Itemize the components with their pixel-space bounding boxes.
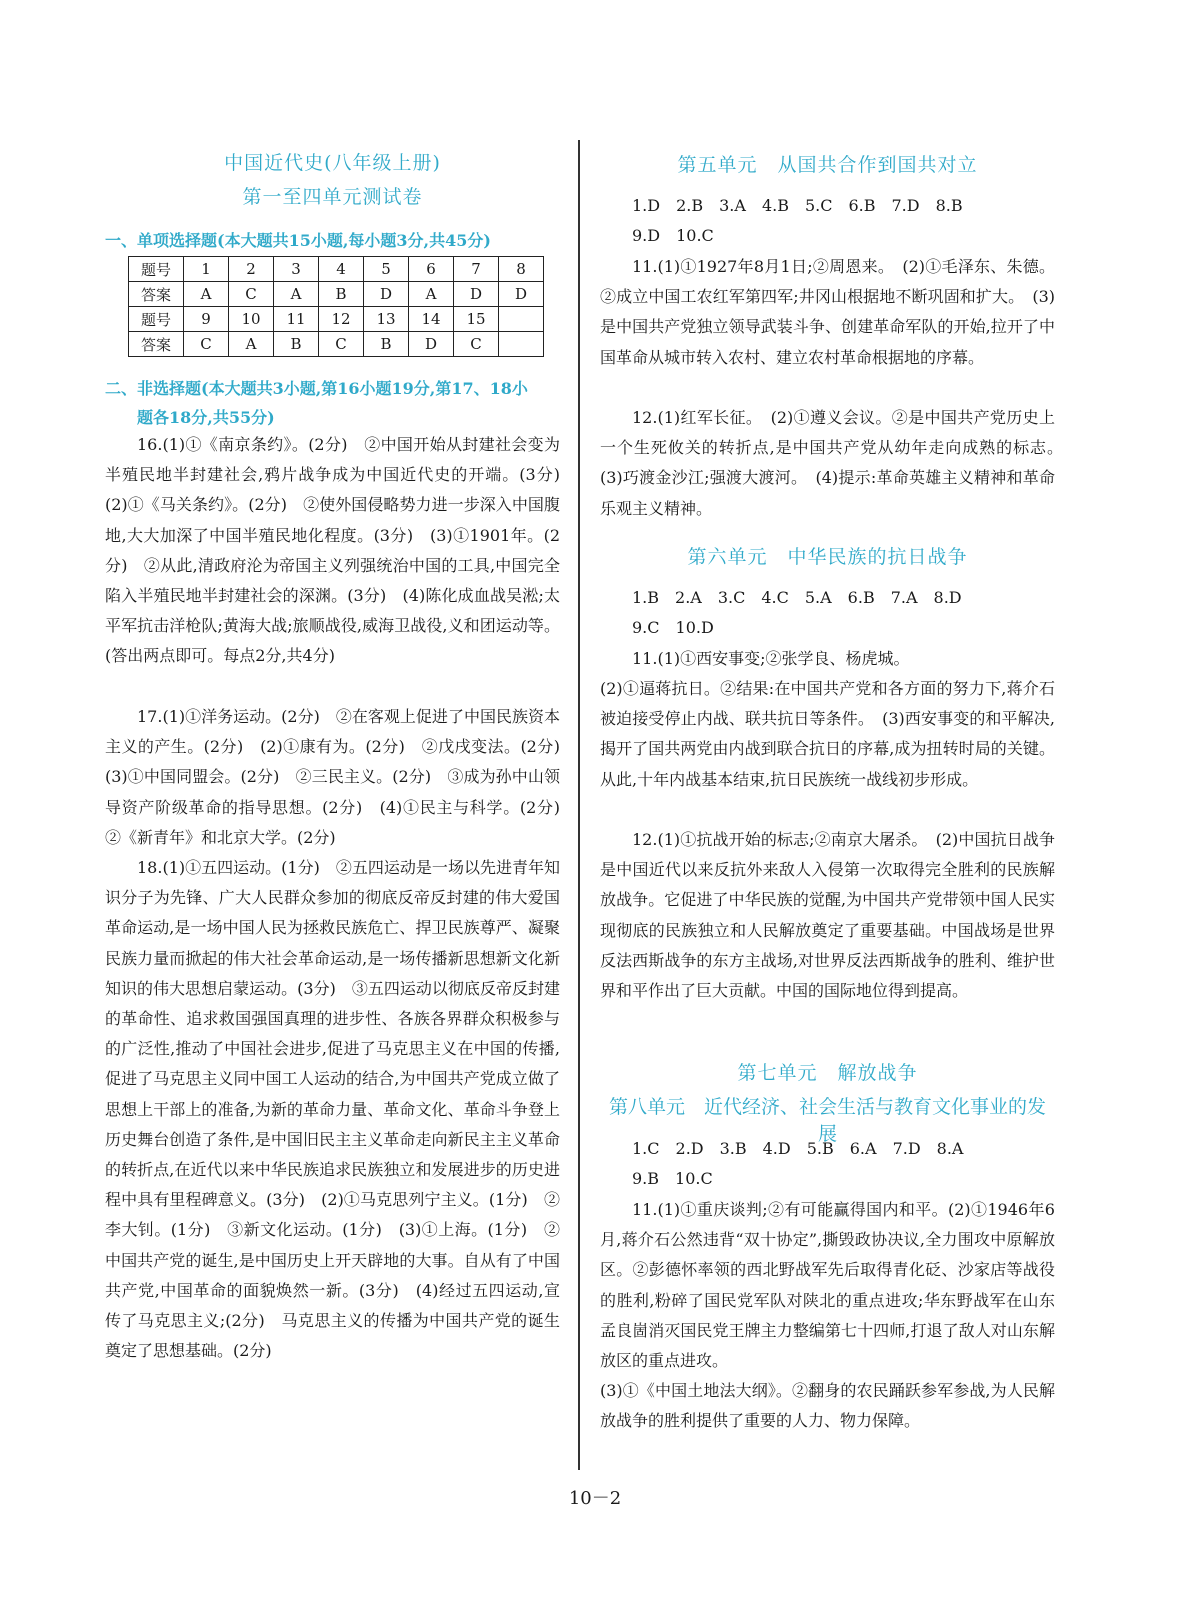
table-cell: D (499, 282, 544, 307)
table-cell: C (229, 282, 274, 307)
table-cell: 题号 (129, 257, 184, 282)
table-cell: 2 (229, 257, 274, 282)
unit78-mc-answers-2: 9.B 10.C (632, 1169, 713, 1188)
table-cell (499, 307, 544, 332)
table-cell: A (184, 282, 229, 307)
unit7-title: 第七单元 解放战争 (737, 1062, 918, 1084)
table-cell: 6 (409, 257, 454, 282)
unit6-title: 第六单元 中华民族的抗日战争 (687, 546, 968, 568)
column-divider (578, 140, 580, 1470)
answer-q18: 18.(1)①五四运动。(1分) ②五四运动是一场以先进青年知识分子为先锋、广大人民群众参加的彻底反帝反封建的伟大爱国革命运动,是一场中国人民为拯救民族危亡、捍卫民族尊严、凝聚民族力量而掀起的伟大社会革命运动,是一场传播新思想新文化新知识的伟大思想启蒙运动。(3分) ③五四运动以彻底反帝反封建的革命性、追求救国强国真理的进步性、各族各界群众积极参与的广泛性,推动了中国社会进步,促进了马克思主义在中国的传播,促进了马克思主义同中国工人运动的结合,为中国共产党成立做了思想上干部上的准备,为新的革命力量、革命文化、革命斗争登上历史舞台创造了条件,是中国旧民主主义革命走向新民主主义革命的转折点,在近代以来中华民族追求民族独立和发展进步的历史进程中具有里程碑意义。(3分) (2)①马克思列宁主义。(1分) ②李大钊。(1分) ③新文化运动。(1分) (3)①上海。(1分) ②中国共产党的诞生,是中国历史上开天辟地的大事。自从有了中国共产党,中国革命的面貌焕然一新。(3分) (4)经过五四运动,宣传了马克思主义;(2分) 马克思主义的传播为中国共产党的诞生奠定了思想基础。(2分) (105, 858, 560, 1361)
unit6-q12: 12.(1)①抗战开始的标志;②南京大屠杀。 (2)中国抗日战争是中国近代以来反抗外来敌人入侵第一次取得完全胜利的民族解放战争。它促进了中华民族的觉醒,为中国共产党带领中国人民实现彻底的民族独立和人民解放奠定了重要基础。中国战场是世界反法西斯战争的东方主战场,对世界反法西斯战争的胜利、维护世界和平作出了巨大贡献。中国的国际地位得到提高。 (600, 830, 1055, 1001)
table-cell: C (454, 332, 499, 357)
table-cell: 15 (454, 307, 499, 332)
table-cell: 14 (409, 307, 454, 332)
section-heading-essay: 二、非选择题(本大题共3小题,第16小题19分,第17、18小 (105, 379, 528, 398)
test-title: 中国近代史(八年级上册) (224, 152, 441, 174)
answer-q17: 17.(1)①洋务运动。(2分) ②在客观上促进了中国民族资本主义的产生。(2分) (2)①康有为。(2分) ②戊戌变法。(2分) (3)①中国同盟会。(2分) ②三民主义。(2分) ③成为孙中山领导资产阶级革命的指导思想。(2分) (4)①民主与科学。(2分) ②《新青年》和北京大学。(2分) (105, 707, 577, 847)
table-row (129, 282, 544, 307)
section-heading-essay-cont: 题各18分,共55分) (137, 408, 275, 427)
table-cell: B (274, 332, 319, 357)
unit5-mc-answers: 1.D 2.B 3.A 4.B 5.C 6.B 7.D 8.B (632, 196, 963, 215)
table-cell: C (319, 332, 364, 357)
table-cell: A (409, 282, 454, 307)
unit5-q11: 11.(1)①1927年8月1日;②周恩来。 (2)①毛泽东、朱德。②成立中国工农红军第四军;井冈山根据地不断巩固和扩大。 (3)是中国共产党独立领导武装斗争、创建革命军队的开始,拉开了中国革命从城市转入农村、建立农村革命根据地的序幕。 (600, 257, 1055, 367)
table-row (129, 307, 544, 332)
page-number: 10－2 (568, 1488, 622, 1509)
section-heading-choice: 一、单项选择题(本大题共15小题,每小题3分,共45分) (105, 231, 491, 250)
unit6-mc-answers-2: 9.C 10.D (632, 618, 714, 637)
table-cell (499, 332, 544, 357)
table-cell: 5 (364, 257, 409, 282)
unit6-mc-answers: 1.B 2.A 3.C 4.C 5.A 6.B 7.A 8.D (632, 588, 962, 607)
unit78-q11: 11.(1)①重庆谈判;②有可能赢得国内和平。(2)①1946年6月,蒋介石公然违背“双十协定”,撕毁政协决议,全力围攻中原解放区。②彭德怀率领的西北野战军先后取得青化砭、沙家店等战役的胜利,粉碎了国民党军队对陕北的重点进攻;华东野战军在山东孟良崮消灭国民党王牌主力整编第七十四师,打退了敌人对山东解放区的重点进攻。 (600, 1200, 1055, 1371)
unit78-q11-cont: (3)①《中国土地法大纲》。②翻身的农民踊跃参军参战,为人民解放战争的胜利提供了重要的人力、物力保障。 (600, 1381, 1055, 1431)
table-cell: 12 (319, 307, 364, 332)
unit5-title: 第五单元 从国共合作到国共对立 (677, 154, 978, 176)
unit6-q11: 11.(1)①西安事变;②张学良、杨虎城。 (632, 649, 910, 668)
table-cell: 9 (184, 307, 229, 332)
unit5-q12: 12.(1)红军长征。 (2)①遵义会议。②是中国共产党历史上一个生死攸关的转折点,是中国共产党从幼年走向成熟的标志。 (3)巧渡金沙江;强渡大渡河。 (4)提示:革命英雄主义精神和革命乐观主义精神。 (600, 408, 1072, 518)
table-cell: 题号 (129, 307, 184, 332)
table-cell: 答案 (129, 332, 184, 357)
table-cell: 8 (499, 257, 544, 282)
unit5-mc-answers-2: 9.D 10.C (632, 226, 714, 245)
unit6-q11-cont: (2)①逼蒋抗日。②结果:在中国共产党和各方面的努力下,蒋介石被迫接受停止内战、联共抗日等条件。 (3)西安事变的和平解决,揭开了国共两党由内战到联合抗日的序幕,成为扭转时局的关键。从此,十年内战基本结束,抗日民族统一战线初步形成。 (600, 679, 1055, 789)
table-cell: B (364, 332, 409, 357)
test-subtitle: 第一至四单元测试卷 (242, 186, 423, 208)
table-cell: 1 (184, 257, 229, 282)
table-cell: 11 (274, 307, 319, 332)
answer-q16: 16.(1)①《南京条约》。(2分) ②中国开始从封建社会变为半殖民地半封建社会,鸦片战争成为中国近代史的开端。(3分) (2)①《马关条约》。(2分) ②使外国侵略势力进一步深入中国腹地,大大加深了中国半殖民地化程度。(3分) (3)①1901年。(2分) ②从此,清政府沦为帝国主义列强统治中国的工具,中国完全陷入半殖民地半封建社会的深渊。(3分) (4)陈化成血战吴淞;太平军抗击洋枪队;黄海大战;旅顺战役,威海卫战役,义和团运动等。(答出两点即可。每点2分,共4分) (105, 435, 577, 666)
table-cell: A (229, 332, 274, 357)
table-cell: 答案 (129, 282, 184, 307)
table-cell: 4 (319, 257, 364, 282)
table-cell: D (364, 282, 409, 307)
table-cell: C (184, 332, 229, 357)
table-cell: 10 (229, 307, 274, 332)
unit8-title: 第八单元 近代经济、社会生活与教育文化事业的发展 (608, 1096, 1046, 1145)
table-cell: 13 (364, 307, 409, 332)
table-cell: D (409, 332, 454, 357)
table-cell: 3 (274, 257, 319, 282)
table-cell: D (454, 282, 499, 307)
table-cell: A (274, 282, 319, 307)
unit78-mc-answers: 1.C 2.D 3.B 4.D 5.B 6.A 7.D 8.A (632, 1139, 964, 1158)
table-cell: 7 (454, 257, 499, 282)
table-row (129, 332, 544, 357)
table-cell: B (319, 282, 364, 307)
table-row (129, 257, 544, 282)
answer-table (128, 256, 544, 357)
